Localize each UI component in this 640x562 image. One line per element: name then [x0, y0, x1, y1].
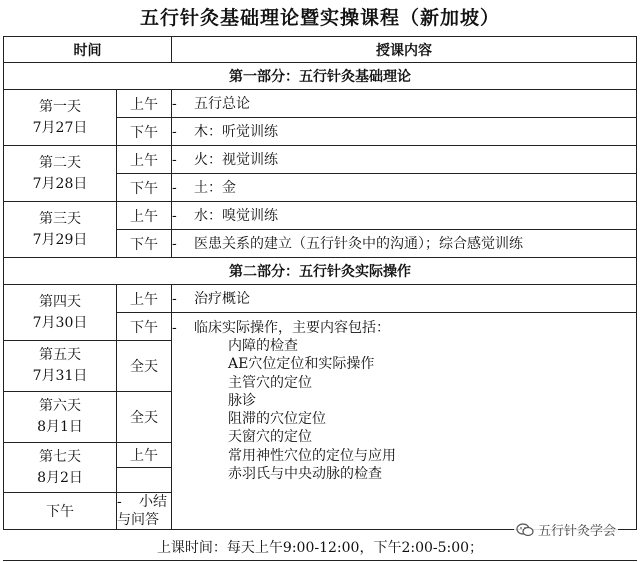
slot-cell: 全天: [117, 341, 172, 392]
content-cell: [117, 493, 172, 530]
day-date: 8月1日: [37, 419, 83, 435]
day-date: 7月30日: [32, 314, 88, 331]
list-item: 脉诊: [228, 392, 256, 409]
content-text: 木：听觉训练: [194, 123, 278, 140]
day-cell: [4, 285, 117, 341]
table-header: [4, 37, 637, 63]
dash-mark: -: [172, 123, 177, 140]
day-date: 7月27日: [32, 119, 88, 136]
slot-cell: 下午: [4, 493, 117, 530]
header-time: 时间: [4, 37, 172, 63]
day-cell: [4, 341, 117, 392]
table-row: [4, 90, 637, 118]
day-cell: [4, 146, 117, 202]
day-cell: [4, 443, 117, 493]
dash-mark: -: [172, 290, 177, 307]
day-name: 第三天: [39, 210, 81, 227]
content-text: 小结与问答: [117, 494, 167, 528]
list-item: 阻滞的穴位定位: [228, 411, 326, 428]
dash-mark: -: [172, 95, 177, 112]
dash-mark: -: [117, 494, 122, 510]
day-date: 8月2日: [37, 469, 83, 486]
schedule-table: [3, 36, 637, 530]
page-title: 五行针灸基础理论暨实操课程（新加坡）: [139, 7, 500, 29]
content-cell: [172, 230, 637, 258]
list-item: 天窗穴的定位: [228, 429, 312, 446]
content-cell: [172, 174, 637, 202]
slot-cell: 上午: [117, 285, 172, 313]
day-cell: [4, 202, 117, 258]
content-text: 水：嗅觉训练: [194, 207, 278, 224]
day-name: 第七天: [39, 448, 81, 465]
content-cell: [172, 285, 637, 313]
list-item: 赤羽氏与中央动脉的检查: [228, 466, 382, 483]
list-item: 主管穴的定位: [228, 374, 312, 391]
content-text: 治疗概论: [194, 290, 250, 307]
slot-cell-spacer: [117, 468, 172, 493]
dash-mark: -: [172, 320, 177, 336]
day-name: 第一天: [39, 98, 81, 115]
content-cell: [172, 202, 637, 230]
slot-cell: 上午: [117, 202, 172, 230]
day-name: 第六天: [39, 398, 81, 414]
day-name: 第五天: [39, 347, 81, 363]
section-row: [4, 258, 637, 285]
dash-mark: -: [172, 207, 177, 224]
content-text: 土：金: [194, 179, 236, 196]
list-item: 内障的检查: [228, 338, 298, 354]
header-content: 授课内容: [172, 37, 637, 63]
section-title-2: 第二部分：五行针灸实际操作: [4, 258, 637, 285]
dash-mark: -: [172, 235, 177, 252]
day-date: 7月29日: [32, 231, 88, 248]
dash-mark: -: [172, 151, 177, 168]
day-name: 第四天: [39, 293, 81, 310]
content-cell: [172, 90, 637, 118]
table-row: [4, 285, 637, 313]
content-cell-clinical: [172, 313, 637, 530]
slot-cell: 下午: [117, 174, 172, 202]
slot-cell: 下午: [117, 230, 172, 258]
content-text: 医患关系的建立（五行针灸中的沟通）；综合感觉训练: [194, 235, 523, 252]
day-date: 7月28日: [32, 175, 88, 192]
sub-item-list: [172, 337, 636, 483]
content-cell: [172, 146, 637, 174]
day-date: 7月31日: [32, 368, 88, 384]
slot-cell: 上午: [117, 146, 172, 174]
table-row: [4, 146, 637, 174]
slot-cell: 全天: [117, 392, 172, 443]
wechat-icon: [516, 523, 534, 537]
content-text: 临床实际操作，主要内容包括：: [194, 320, 390, 336]
list-item: 常用神性穴位的定位与应用: [228, 447, 396, 464]
dash-mark: -: [172, 179, 177, 196]
watermark-text: 五行针灸学会: [537, 524, 616, 539]
slot-cell: 上午: [117, 443, 172, 468]
section-row: [4, 63, 637, 90]
slot-cell: 下午: [117, 118, 172, 146]
content-text: 火：视觉训练: [194, 151, 278, 168]
day-cell: [4, 90, 117, 146]
content-cell: [172, 118, 637, 146]
slot-cell: 下午: [117, 313, 172, 341]
content-text: 五行总论: [194, 95, 250, 112]
day-name: 第二天: [39, 154, 81, 171]
slot-cell: 上午: [117, 90, 172, 118]
footer-note: 上课时间：每天上午9:00-12:00，下午2:00-5:00；: [3, 536, 637, 561]
day-cell: [4, 392, 117, 443]
section-title-1: 第一部分：五行针灸基础理论: [4, 63, 637, 90]
list-item: AE穴位定位和实际操作: [228, 356, 375, 373]
table-row: [4, 202, 637, 230]
